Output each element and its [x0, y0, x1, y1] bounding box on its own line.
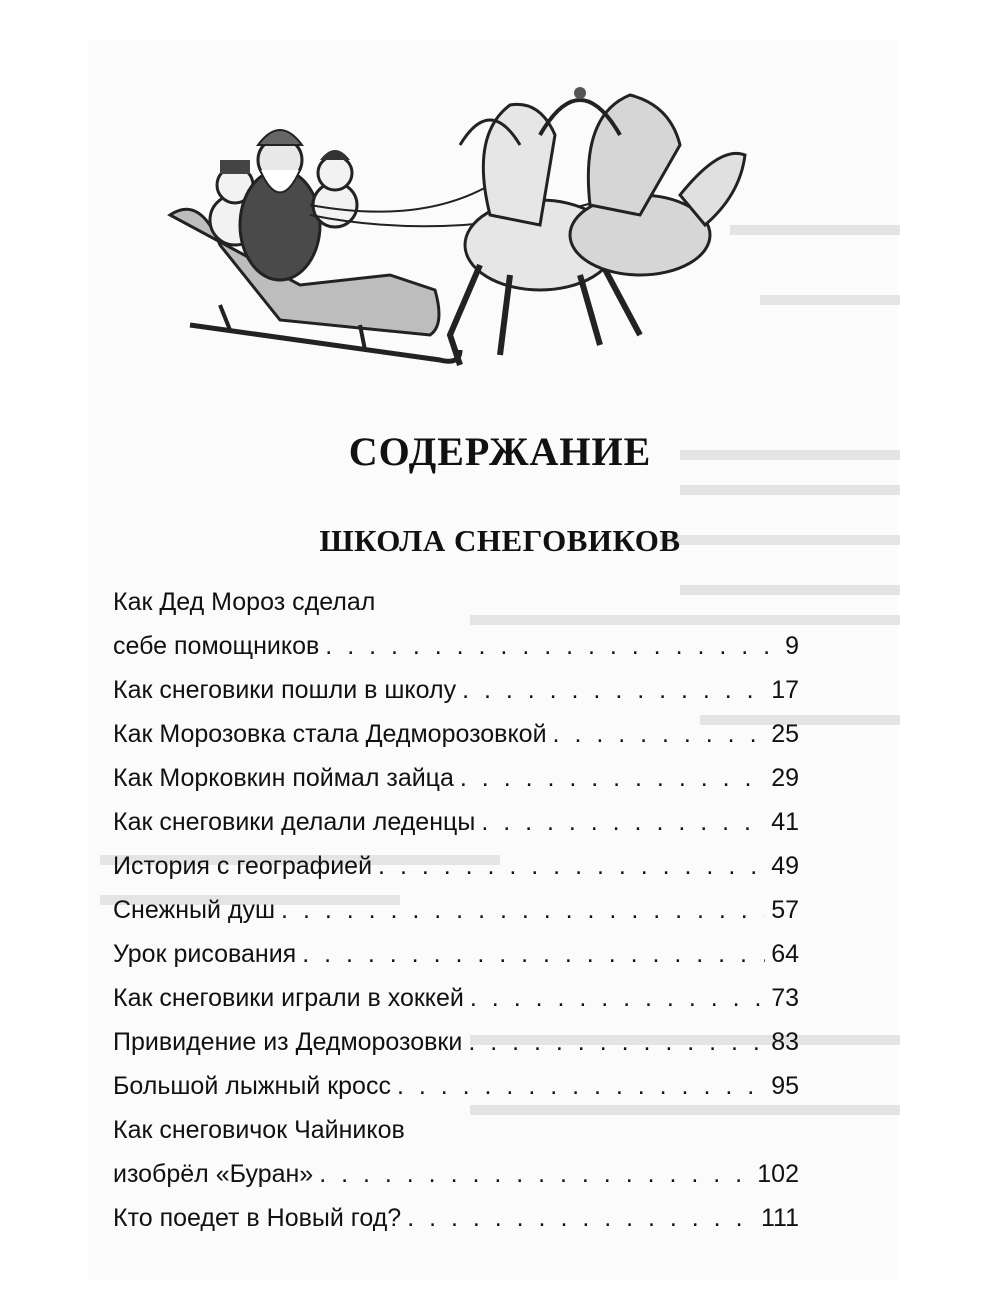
toc-page-number: 83 — [771, 1028, 799, 1056]
dot-leader — [378, 844, 765, 888]
toc-entry[interactable] — [113, 712, 799, 756]
dot-leader — [325, 624, 779, 668]
toc-entry-title: Большой лыжный кросс — [113, 1072, 391, 1100]
toc-page-number: 17 — [771, 676, 799, 704]
toc-page-number: 64 — [771, 940, 799, 968]
dot-leader — [397, 1064, 765, 1108]
dot-leader — [553, 712, 766, 756]
toc-entry-title: Как Морозовка стала Дедморозовкой — [113, 720, 547, 748]
toc-entry[interactable] — [113, 580, 799, 668]
toc-entry-title: Как снеговики играли в хоккей — [113, 984, 464, 1012]
toc-page-number: 73 — [771, 984, 799, 1012]
toc-page-number: 41 — [771, 808, 799, 836]
toc-entry[interactable] — [113, 1108, 799, 1196]
sleigh-with-horses-illustration — [160, 75, 750, 405]
toc-entry[interactable] — [113, 932, 799, 976]
dot-leader — [407, 1196, 755, 1240]
dot-leader — [460, 756, 765, 800]
toc-page-number: 29 — [771, 764, 799, 792]
toc-entry[interactable] — [113, 1064, 799, 1108]
toc-entry-title: Как снеговики делали леденцы — [113, 808, 476, 836]
toc-entry[interactable] — [113, 756, 799, 800]
toc-page-number: 111 — [760, 1204, 799, 1232]
table-of-contents — [113, 580, 799, 1240]
toc-entry[interactable] — [113, 976, 799, 1020]
toc-page-number: 25 — [771, 720, 799, 748]
dot-leader — [302, 932, 765, 976]
dot-leader — [319, 1152, 751, 1196]
toc-page-number: 95 — [771, 1072, 799, 1100]
dot-leader — [462, 668, 765, 712]
toc-heading: СОДЕРЖАНИЕ — [348, 429, 652, 474]
toc-page-number: 102 — [757, 1160, 799, 1188]
dot-leader — [281, 888, 765, 932]
toc-entry-title: История с географией — [113, 852, 373, 880]
toc-page-number: 9 — [785, 632, 799, 660]
toc-entry-title: Привидение из Дедморозовки — [113, 1028, 463, 1056]
toc-entry-title-continued: изобрёл «Буран» — [113, 1160, 314, 1188]
toc-entry-title: Как Морковкин поймал зайца — [113, 764, 454, 792]
toc-page-number: 49 — [771, 852, 799, 880]
toc-entry[interactable] — [113, 1196, 799, 1240]
dot-leader — [468, 1020, 765, 1064]
toc-entry-title: Снежный душ — [113, 896, 276, 924]
toc-entry[interactable] — [113, 1020, 799, 1064]
toc-entry[interactable] — [113, 668, 799, 712]
dot-leader — [481, 800, 765, 844]
dot-leader — [470, 976, 765, 1020]
toc-entry-title-continued: себе помощников — [113, 632, 320, 660]
toc-entry-title: Как снеговики пошли в школу — [113, 676, 457, 704]
toc-entry-title: Как Дед Мороз сделал — [113, 588, 376, 616]
toc-entry[interactable] — [113, 800, 799, 844]
section-heading: ШКОЛА СНЕГОВИКОВ — [319, 523, 681, 558]
toc-page-number: 57 — [771, 896, 799, 924]
toc-entry[interactable] — [113, 844, 799, 888]
toc-entry-title: Кто поедет в Новый год? — [113, 1204, 402, 1232]
toc-entry-title: Как снеговичок Чайников — [113, 1116, 405, 1144]
toc-entry[interactable] — [113, 888, 799, 932]
toc-entry-title: Урок рисования — [113, 940, 297, 968]
